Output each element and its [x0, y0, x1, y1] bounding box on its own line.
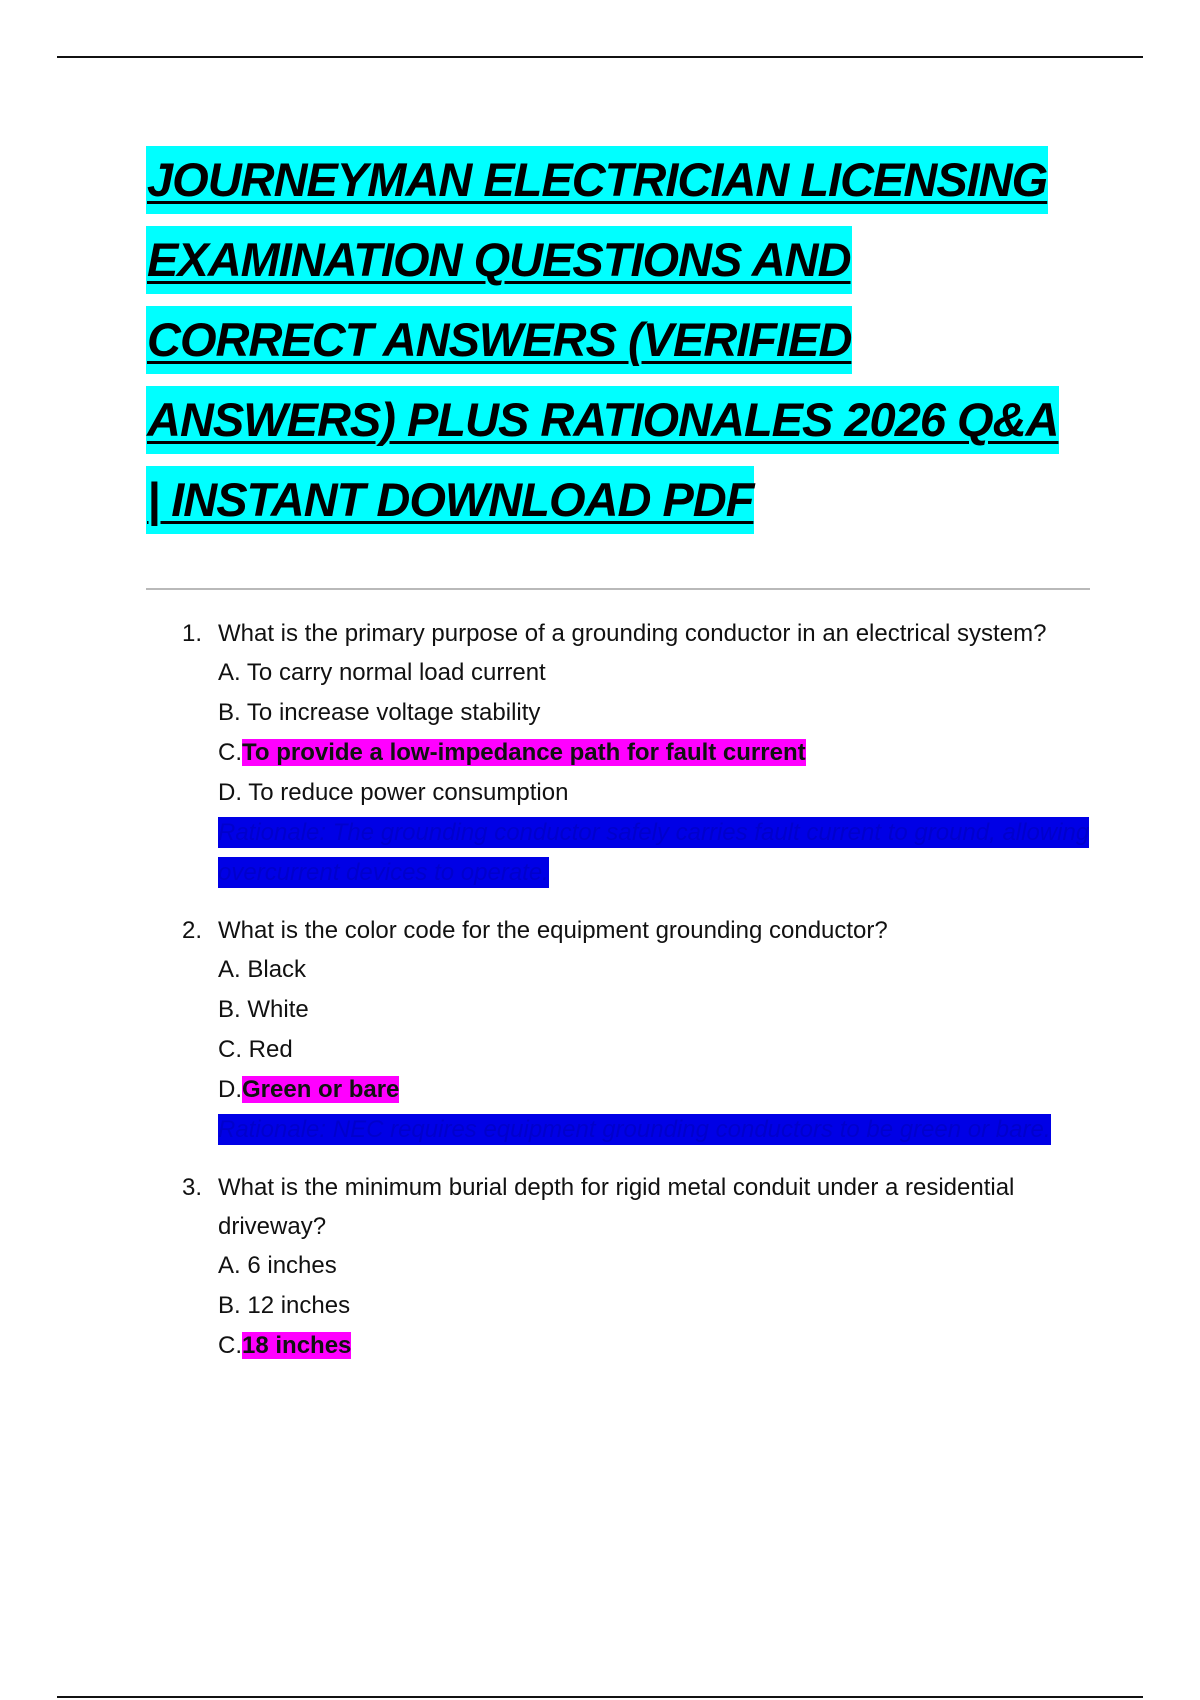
question-number: 2. [182, 917, 203, 944]
answer-option-d [218, 773, 1090, 813]
rationale [218, 813, 1090, 893]
option-prefix: C. [218, 1036, 242, 1063]
answer-option-b [218, 990, 1090, 1030]
option-text: White [247, 996, 309, 1023]
rationale-text: Rationale: NEC requires equipment grounding conductors to be green or bare. [218, 1116, 1051, 1143]
title-line-text: CORRECT ANSWERS (VERIFIED [146, 306, 852, 374]
answer-option-c [218, 733, 1090, 773]
question-1 [146, 614, 1090, 893]
title-line-text: EXAMINATION QUESTIONS AND [146, 226, 852, 294]
document-title [146, 146, 1106, 546]
answer-option-a [218, 950, 1090, 990]
option-prefix: A. [218, 956, 241, 983]
rationale [218, 1110, 1090, 1150]
title-line [146, 146, 1106, 226]
title-line [146, 226, 1106, 306]
title-line-text: | INSTANT DOWNLOAD PDF [146, 466, 754, 534]
answer-option-c [218, 1326, 1090, 1366]
rationale-text: Rationale: The grounding conductor safely carries fault current to ground, allowing overcurrent devices to operate. [218, 819, 1090, 886]
option-prefix: C. [218, 739, 242, 766]
answer-option-a [218, 653, 1090, 693]
title-line-text: ANSWERS) PLUS RATIONALES 2026 Q&A [146, 386, 1059, 454]
option-text: To carry normal load current [246, 659, 546, 686]
question-text: What is the color code for the equipment grounding conductor? [218, 917, 888, 944]
title-line-text: JOURNEYMAN ELECTRICIAN LICENSING [146, 146, 1048, 214]
option-text: 6 inches [247, 1252, 337, 1279]
option-prefix: B. [218, 1292, 241, 1319]
answer-option-b [218, 1286, 1090, 1326]
question-number: 1. [182, 620, 203, 647]
option-text: To increase voltage stability [246, 699, 541, 726]
option-text: 12 inches [247, 1292, 351, 1319]
question-text: What is the primary purpose of a grounding conductor in an electrical system? [218, 620, 1047, 647]
answer-option-a [218, 1246, 1090, 1286]
bottom-rule [57, 1696, 1143, 1698]
option-text: To reduce power consumption [248, 779, 569, 806]
option-prefix: D. [218, 779, 242, 806]
option-prefix: C. [218, 1332, 242, 1359]
section-separator [146, 588, 1090, 590]
answer-option-b [218, 693, 1090, 733]
option-text: Red [248, 1036, 293, 1063]
option-prefix: B. [218, 996, 241, 1023]
question-number: 3. [182, 1174, 203, 1201]
option-prefix: A. [218, 1252, 241, 1279]
option-prefix: D. [218, 1076, 242, 1103]
top-rule [57, 56, 1143, 58]
question-2 [146, 911, 1090, 1150]
title-line [146, 386, 1106, 466]
correct-answer-highlight: Green or bare [242, 1076, 400, 1103]
answer-option-d [218, 1070, 1090, 1110]
answer-option-c [218, 1030, 1090, 1070]
option-text: Black [247, 956, 307, 983]
question-text: What is the minimum burial depth for rigid metal conduit under a residential driveway? [218, 1174, 1015, 1240]
correct-answer-highlight: To provide a low-impedance path for fault current [242, 739, 806, 766]
option-prefix: A. [218, 659, 241, 686]
title-line [146, 466, 1106, 546]
question-list [146, 614, 1090, 1384]
title-line [146, 306, 1106, 386]
option-prefix: B. [218, 699, 241, 726]
question-3 [146, 1168, 1090, 1366]
correct-answer-highlight: 18 inches [242, 1332, 352, 1359]
